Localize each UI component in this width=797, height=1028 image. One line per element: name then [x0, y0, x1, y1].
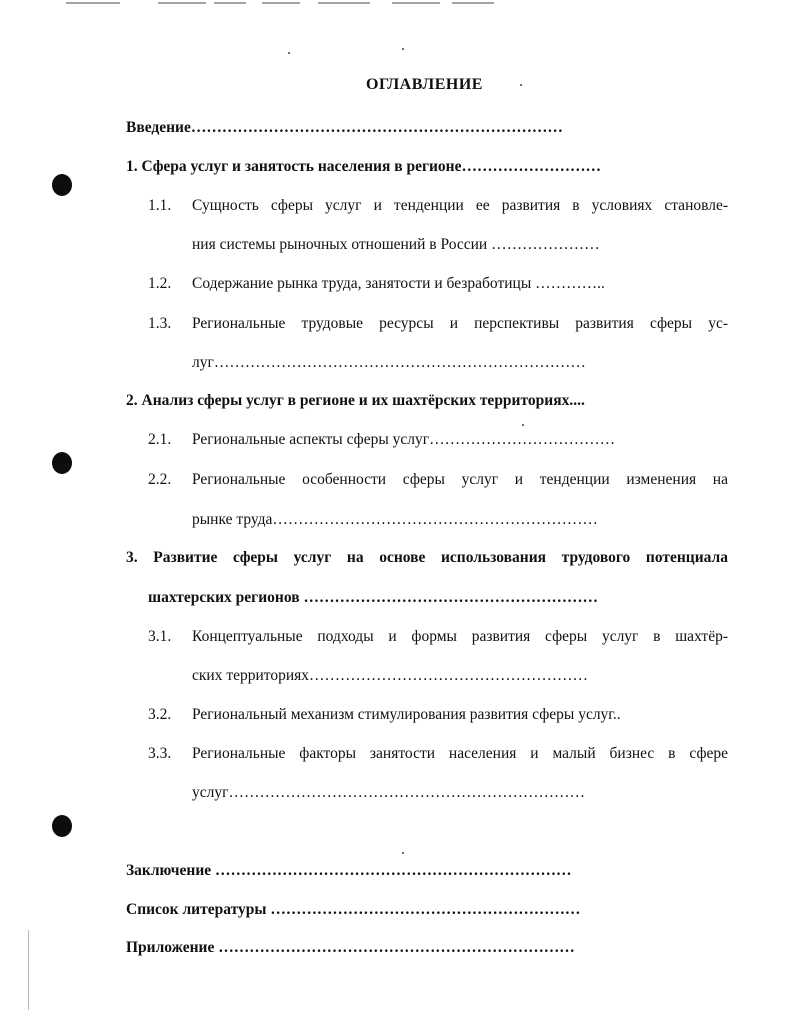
toc-references: Список литературы ……………………………………………………: [126, 901, 581, 918]
toc-item-number: 3.1.: [148, 628, 172, 645]
toc-section-3-heading: 3. Развитие сферы услуг на основе использования трудового потенциала: [126, 549, 728, 566]
toc-item-text-continued: услуг……………………………………………………………: [192, 784, 585, 801]
toc-conclusion: Заключение ……………………………………………………………: [126, 862, 572, 879]
scan-artifact-line: [318, 2, 370, 4]
toc-introduction: Введение………………………………………………………………: [126, 119, 563, 136]
toc-section-1-heading: 1. Сфера услуг и занятость населения в регионе………………………: [126, 158, 601, 175]
toc-item-text-continued: луг………………………………………………………………: [192, 354, 586, 371]
toc-item-number: 3.3.: [148, 745, 172, 762]
scan-speck: [288, 52, 290, 54]
punch-hole: [52, 815, 72, 837]
scan-artifact-line: [262, 2, 300, 4]
toc-item-number: 1.3.: [148, 315, 172, 332]
toc-item-number: 1.2.: [148, 275, 172, 292]
toc-item-text: Региональные факторы занятости населения и малый бизнес в сфере: [192, 745, 728, 762]
scan-artifact-line: [392, 2, 440, 4]
scan-artifact-line: [158, 2, 206, 4]
toc-item-text-continued: ских территориях………………………………………………: [192, 667, 589, 684]
scan-speck: [402, 48, 404, 50]
toc-item-text: Региональные аспекты сферы услуг………………………………: [192, 431, 616, 448]
toc-appendix: Приложение ……………………………………………………………: [126, 939, 575, 956]
scan-speck: [402, 852, 404, 854]
toc-item-text: Региональный механизм стимулирования развития сферы услуг..: [192, 706, 621, 723]
punch-hole: [52, 452, 72, 474]
toc-item-text: Содержание рынка труда, занятости и безработицы …………..: [192, 275, 605, 292]
toc-item-text-continued: ния системы рыночных отношений в России …………………: [192, 236, 600, 253]
toc-item-number: 3.2.: [148, 706, 172, 723]
toc-item-text-continued: рынке труда………………………………………………………: [192, 511, 598, 528]
punch-hole: [52, 174, 72, 196]
scan-artifact-line: [66, 2, 120, 4]
toc-item-number: 2.2.: [148, 471, 172, 488]
toc-item-text: Региональные особенности сферы услуг и тенденции изменения на: [192, 471, 728, 488]
toc-item-text: Региональные трудовые ресурсы и перспективы развития сферы ус-: [192, 315, 728, 332]
toc-section-2-heading: 2. Анализ сферы услуг в регионе и их шахтёрских территориях....: [126, 392, 585, 409]
toc-section-3-heading-continued: шахтерских регионов …………………………………………………: [148, 589, 598, 606]
toc-item-number: 1.1.: [148, 197, 172, 214]
toc-item-text: Сущность сферы услуг и тенденции ее развития в условиях становле-: [192, 197, 728, 214]
toc-item-number: 2.1.: [148, 431, 172, 448]
scan-artifact-line: [452, 2, 494, 4]
scan-artifact-line: [214, 2, 246, 4]
toc-item-text: Концептуальные подходы и формы развития сферы услуг в шахтёр-: [192, 628, 728, 645]
document-title: ОГЛАВЛЕНИЕ: [366, 76, 483, 93]
scan-speck: [522, 424, 524, 426]
scan-edge-mark: [28, 930, 29, 1010]
